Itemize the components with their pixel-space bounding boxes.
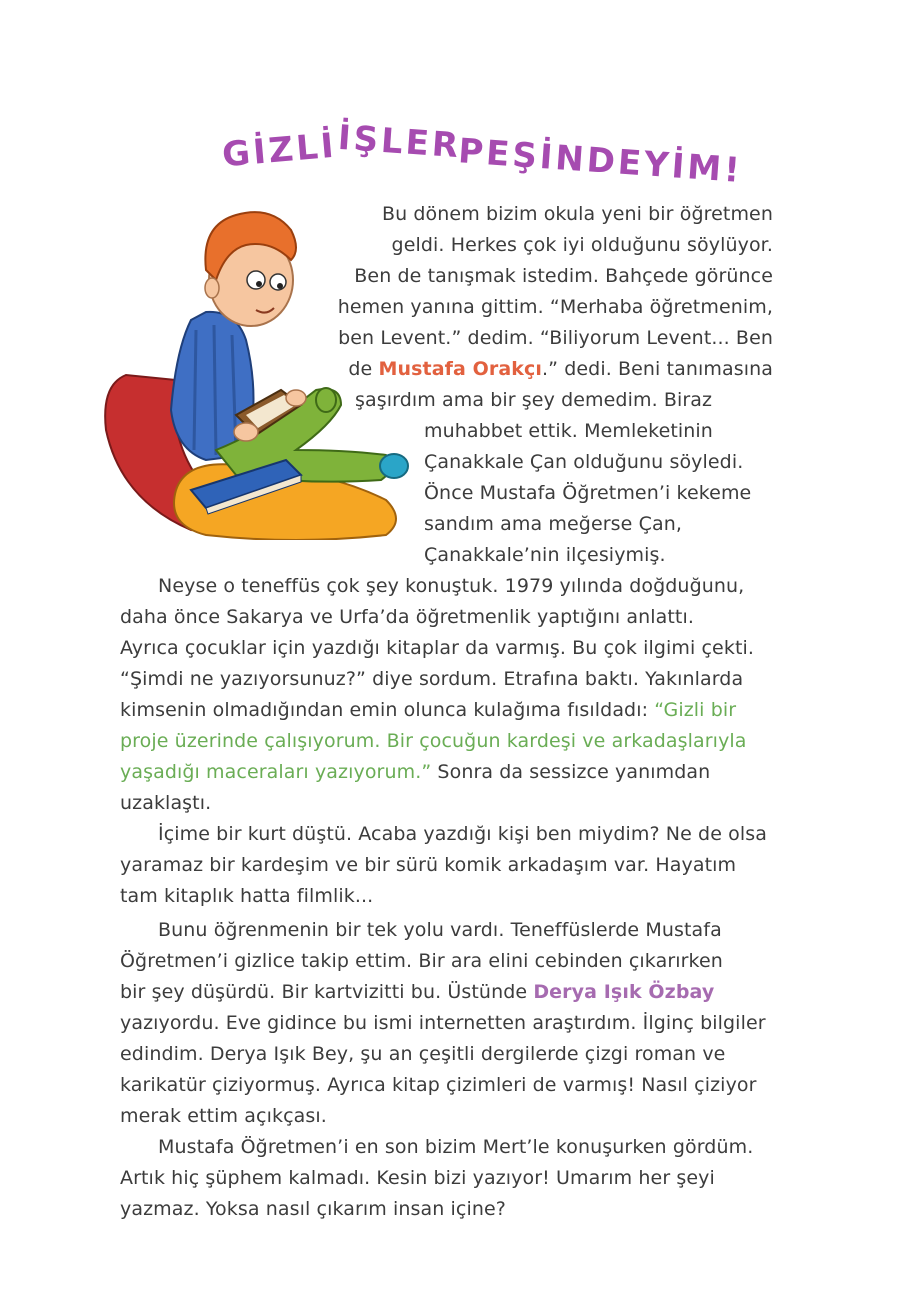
title-word-3: PEŞİNDEYİM! <box>456 131 744 192</box>
text-line: sandım ama meğerse Çan, <box>424 513 682 535</box>
text-line: Çanakkale Çan olduğunu söyledi. <box>424 451 744 473</box>
text-line: daha önce Sakarya ve Urfa’da öğretmenlik yaptığını anlattı. <box>120 606 694 628</box>
quote-text: yaşadığı maceraları yazıyorum.” <box>120 761 432 783</box>
illustrator-name: Derya Işık Özbay <box>533 981 715 1003</box>
quote-text: proje üzerinde çalışıyorum. Bir çocuğun kardeşi ve arkadaşlarıyla <box>120 730 747 752</box>
text-line: tam kitaplık hatta filmlik... <box>120 885 374 907</box>
text-line: “Şimdi ne yazıyorsunuz?” diye sordum. Etrafına baktı. Yakınlarda <box>120 668 744 690</box>
text-line: ben Levent.” dedim. “Biliyorum Levent... Ben <box>338 327 773 349</box>
teacher-name: Mustafa Orakçı <box>378 358 542 380</box>
text-line <box>120 760 710 784</box>
text-line: karikatür çiziyormuş. Ayrıca kitap çizimleri de varmış! Nasıl çiziyor <box>120 1074 757 1096</box>
text-line: Ayrıca çocuklar için yazdığı kitaplar da varmış. Bu çok ilgimi çekti. <box>120 637 755 659</box>
text-run: Sonra da sessizce yanımdan <box>431 761 711 783</box>
text-line: Bu dönem bizim okula yeni bir öğretmen <box>381 203 773 225</box>
text-line <box>348 357 773 381</box>
text-run: bir şey düşürdü. Bir kartvizitti bu. Üstünde <box>120 981 534 1003</box>
text-line: Ben de tanışmak istedim. Bahçede görünce <box>354 265 773 287</box>
text-line: Bunu öğrenmenin bir tek yolu vardı. Teneffüslerde Mustafa <box>158 919 722 941</box>
page-title <box>0 0 900 200</box>
title-word-2: İŞLER <box>336 117 463 167</box>
text-line: Öğretmen’i gizlice takip ettim. Bir ara elini cebinden çıkarırken <box>120 950 723 972</box>
quote-text: “Gizli bir <box>654 699 737 721</box>
text-line: yaramaz bir kardeşim ve bir sürü komik arkadaşım var. Hayatım <box>120 854 737 876</box>
text-line: Artık hiç şüphem kalmadı. Kesin bizi yazıyor! Umarım her şeyi <box>120 1167 715 1189</box>
text-line: İçime bir kurt düştü. Acaba yazdığı kişi ben miydim? Ne de olsa <box>158 823 767 845</box>
text-line: merak ettim açıkçası. <box>120 1105 327 1127</box>
text-line <box>120 980 714 1004</box>
text-run: kimsenin olmadığından emin olunca kulağıma fısıldadı: <box>120 699 655 721</box>
text-line: edindim. Derya Işık Bey, şu an çeşitli dergilerde çizgi roman ve <box>120 1043 726 1065</box>
text-line: geldi. Herkes çok iyi olduğunu söylüyor. <box>391 234 773 256</box>
text-line: hemen yanına gittim. “Merhaba öğretmenim, <box>337 296 773 318</box>
text-line: Neyse o teneffüs çok şey konuştuk. 1979 yılında doğduğunu, <box>158 575 745 597</box>
text-run: .” dedi. Beni tanımasına <box>541 358 773 380</box>
text-line: Mustafa Öğretmen’i en son bizim Mert’le konuşurken gördüm. <box>158 1136 754 1158</box>
text-line: yazıyordu. Eve gidince bu ismi internetten araştırdım. İlginç bilgiler <box>120 1012 766 1034</box>
title-word-1: GİZLİ <box>220 125 339 176</box>
text-line: yazmaz. Yoksa nasıl çıkarım insan içine? <box>120 1198 506 1220</box>
text-line: şaşırdım ama bir şey demedim. Biraz <box>355 389 713 411</box>
text-line <box>120 698 736 722</box>
text-line: muhabbet ettik. Memleketinin <box>424 420 713 442</box>
text-line: Çanakkale’nin ilçesiymiş. <box>424 544 666 566</box>
text-line: uzaklaştı. <box>120 792 212 814</box>
text-run: de <box>348 358 379 380</box>
text-line: Önce Mustafa Öğretmen’i kekeme <box>424 482 752 504</box>
